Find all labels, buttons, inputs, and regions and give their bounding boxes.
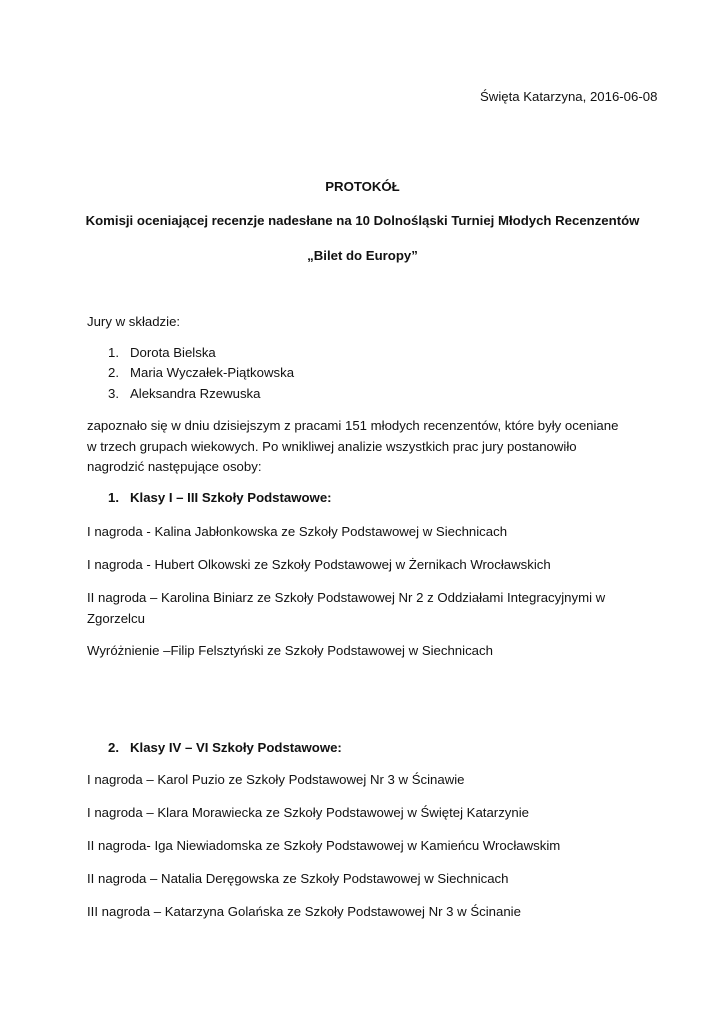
award-line: III nagroda – Katarzyna Golańska ze Szkoły Podstawowej Nr 3 w Ścinanie xyxy=(87,904,521,919)
group-number: 1. xyxy=(108,490,119,505)
jury-member-number: 3. xyxy=(108,386,119,401)
award-line: Wyróżnienie –Filip Felsztyński ze Szkoły Podstawowej w Siechnicach xyxy=(87,643,493,658)
award-line: II nagroda- Iga Niewiadomska ze Szkoły Podstawowej w Kamieńcu Wrocławskim xyxy=(87,838,561,853)
tournament-name: „Bilet do Europy” xyxy=(307,248,418,263)
statement-line: zapoznało się w dniu dzisiejszym z pracami 151 młodych recenzentów, które były oceniane xyxy=(87,418,619,433)
award-line: II nagroda – Karolina Biniarz ze Szkoły Podstawowej Nr 2 z Oddziałami Integracyjnymi w xyxy=(87,590,606,605)
jury-member-number: 1. xyxy=(108,345,119,360)
award-line: II nagroda – Natalia Deręgowska ze Szkoły Podstawowej w Siechnicach xyxy=(87,871,509,886)
group-number: 2. xyxy=(108,740,119,755)
award-line: I nagroda - Kalina Jabłonkowska ze Szkoły Podstawowej w Siechnicach xyxy=(87,524,508,539)
jury-intro: Jury w składzie: xyxy=(87,314,181,329)
statement-line: w trzech grupach wiekowych. Po wnikliwej analizie wszystkich prac jury postanowiło xyxy=(87,439,577,454)
group-title: Klasy I – III Szkoły Podstawowe: xyxy=(130,490,332,505)
statement-line: nagrodzić następujące osoby: xyxy=(87,459,262,474)
place-date: Święta Katarzyna, 2016-06-08 xyxy=(480,89,658,104)
jury-member-number: 2. xyxy=(108,365,119,380)
award-line: I nagroda – Karol Puzio ze Szkoły Podstawowej Nr 3 w Ścinawie xyxy=(87,772,465,787)
jury-member-name: Maria Wyczałek-Piątkowska xyxy=(130,365,295,380)
award-line: I nagroda - Hubert Olkowski ze Szkoły Podstawowej w Żernikach Wrocławskich xyxy=(87,557,551,572)
award-line: I nagroda – Klara Morawiecka ze Szkoły Podstawowej w Świętej Katarzynie xyxy=(87,805,529,820)
jury-member-name: Aleksandra Rzewuska xyxy=(130,386,261,401)
award-line: Zgorzelcu xyxy=(87,611,145,626)
jury-member-name: Dorota Bielska xyxy=(130,345,216,360)
document-title: PROTOKÓŁ xyxy=(325,179,400,194)
group-title: Klasy IV – VI Szkoły Podstawowe: xyxy=(130,740,342,755)
document-subtitle: Komisji oceniającej recenzje nadesłane na 10 Dolnośląski Turniej Młodych Recenzentów xyxy=(85,213,640,228)
